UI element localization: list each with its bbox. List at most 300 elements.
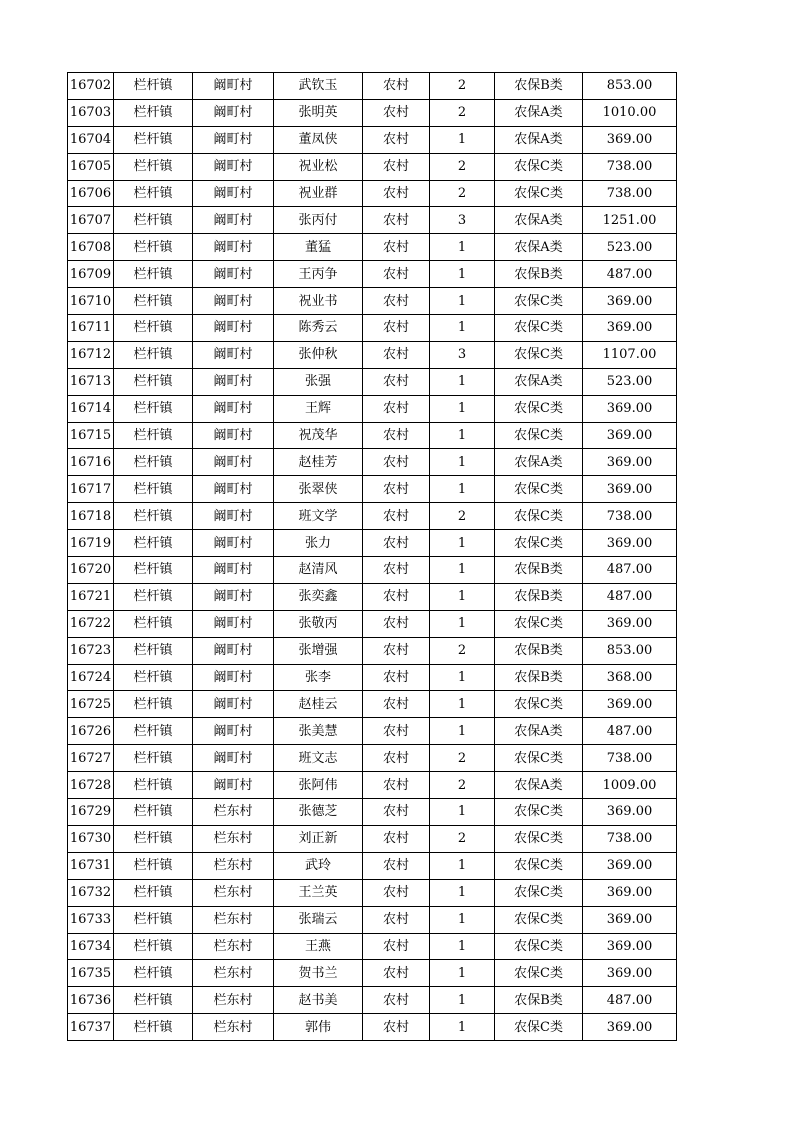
household-count-cell: 2	[430, 99, 495, 126]
table-row	[68, 825, 677, 852]
insurance-category-cell: 农保C类	[495, 180, 583, 207]
person-name-cell: 张德芝	[274, 799, 363, 826]
record-number-cell: 16730	[68, 825, 114, 852]
town-cell: 栏杆镇	[114, 449, 193, 476]
residence-type-cell: 农村	[363, 906, 430, 933]
town-cell: 栏杆镇	[114, 73, 193, 100]
table-row	[68, 1014, 677, 1041]
amount-cell: 369.00	[583, 799, 677, 826]
amount-cell: 487.00	[583, 557, 677, 584]
insurance-category-cell: 农保C类	[495, 288, 583, 315]
household-count-cell: 2	[430, 73, 495, 100]
village-cell: 阚町村	[193, 745, 274, 772]
town-cell: 栏杆镇	[114, 288, 193, 315]
village-cell: 栏东村	[193, 1014, 274, 1041]
household-count-cell: 1	[430, 799, 495, 826]
household-count-cell: 1	[430, 933, 495, 960]
household-count-cell: 1	[430, 449, 495, 476]
village-cell: 栏东村	[193, 933, 274, 960]
table-row	[68, 449, 677, 476]
insurance-category-cell: 农保C类	[495, 315, 583, 342]
record-number-cell: 16725	[68, 691, 114, 718]
town-cell: 栏杆镇	[114, 637, 193, 664]
village-cell: 阚町村	[193, 315, 274, 342]
table-body	[68, 73, 677, 1041]
household-count-cell: 1	[430, 664, 495, 691]
person-name-cell: 赵书美	[274, 987, 363, 1014]
amount-cell: 738.00	[583, 153, 677, 180]
table-row	[68, 368, 677, 395]
amount-cell: 369.00	[583, 852, 677, 879]
town-cell: 栏杆镇	[114, 315, 193, 342]
household-count-cell: 1	[430, 691, 495, 718]
record-number-cell: 16733	[68, 906, 114, 933]
record-number-cell: 16737	[68, 1014, 114, 1041]
record-number-cell: 16723	[68, 637, 114, 664]
table-row	[68, 315, 677, 342]
village-cell: 阚町村	[193, 610, 274, 637]
person-name-cell: 祝业松	[274, 153, 363, 180]
insurance-category-cell: 农保B类	[495, 73, 583, 100]
table-row	[68, 503, 677, 530]
town-cell: 栏杆镇	[114, 476, 193, 503]
town-cell: 栏杆镇	[114, 718, 193, 745]
table-row	[68, 799, 677, 826]
town-cell: 栏杆镇	[114, 583, 193, 610]
town-cell: 栏杆镇	[114, 691, 193, 718]
person-name-cell: 赵桂芳	[274, 449, 363, 476]
village-cell: 阚町村	[193, 368, 274, 395]
person-name-cell: 王辉	[274, 395, 363, 422]
record-number-cell: 16711	[68, 315, 114, 342]
residence-type-cell: 农村	[363, 261, 430, 288]
household-count-cell: 1	[430, 879, 495, 906]
town-cell: 栏杆镇	[114, 1014, 193, 1041]
table-row	[68, 718, 677, 745]
table-row	[68, 906, 677, 933]
village-cell: 阚町村	[193, 503, 274, 530]
record-number-cell: 16712	[68, 341, 114, 368]
amount-cell: 738.00	[583, 825, 677, 852]
household-count-cell: 2	[430, 153, 495, 180]
village-cell: 栏东村	[193, 987, 274, 1014]
person-name-cell: 班文学	[274, 503, 363, 530]
person-name-cell: 张阿伟	[274, 772, 363, 799]
table-row	[68, 852, 677, 879]
amount-cell: 1010.00	[583, 99, 677, 126]
residence-type-cell: 农村	[363, 1014, 430, 1041]
record-number-cell: 16732	[68, 879, 114, 906]
residence-type-cell: 农村	[363, 476, 430, 503]
residence-type-cell: 农村	[363, 879, 430, 906]
household-count-cell: 2	[430, 745, 495, 772]
town-cell: 栏杆镇	[114, 368, 193, 395]
table-row	[68, 772, 677, 799]
residence-type-cell: 农村	[363, 718, 430, 745]
village-cell: 栏东村	[193, 852, 274, 879]
residence-type-cell: 农村	[363, 583, 430, 610]
insurance-category-cell: 农保A类	[495, 368, 583, 395]
village-cell: 阚町村	[193, 234, 274, 261]
amount-cell: 369.00	[583, 422, 677, 449]
residence-type-cell: 农村	[363, 664, 430, 691]
residence-type-cell: 农村	[363, 852, 430, 879]
insurance-category-cell: 农保C类	[495, 1014, 583, 1041]
town-cell: 栏杆镇	[114, 126, 193, 153]
table-row	[68, 637, 677, 664]
village-cell: 栏东村	[193, 879, 274, 906]
person-name-cell: 王丙争	[274, 261, 363, 288]
amount-cell: 369.00	[583, 1014, 677, 1041]
amount-cell: 369.00	[583, 691, 677, 718]
village-cell: 阚町村	[193, 395, 274, 422]
household-count-cell: 1	[430, 852, 495, 879]
household-count-cell: 1	[430, 476, 495, 503]
residence-type-cell: 农村	[363, 73, 430, 100]
insurance-category-cell: 农保C类	[495, 395, 583, 422]
amount-cell: 369.00	[583, 960, 677, 987]
table-row	[68, 395, 677, 422]
insurance-category-cell: 农保C类	[495, 933, 583, 960]
residence-type-cell: 农村	[363, 610, 430, 637]
insurance-category-cell: 农保B类	[495, 637, 583, 664]
record-number-cell: 16702	[68, 73, 114, 100]
record-number-cell: 16728	[68, 772, 114, 799]
table-row	[68, 583, 677, 610]
residence-type-cell: 农村	[363, 341, 430, 368]
record-number-cell: 16731	[68, 852, 114, 879]
household-count-cell: 1	[430, 530, 495, 557]
insurance-category-cell: 农保B类	[495, 664, 583, 691]
record-number-cell: 16722	[68, 610, 114, 637]
residence-type-cell: 农村	[363, 368, 430, 395]
town-cell: 栏杆镇	[114, 503, 193, 530]
village-cell: 阚町村	[193, 583, 274, 610]
village-cell: 阚町村	[193, 261, 274, 288]
village-cell: 阚町村	[193, 153, 274, 180]
table-row	[68, 879, 677, 906]
amount-cell: 369.00	[583, 476, 677, 503]
household-count-cell: 2	[430, 772, 495, 799]
town-cell: 栏杆镇	[114, 261, 193, 288]
town-cell: 栏杆镇	[114, 825, 193, 852]
record-number-cell: 16716	[68, 449, 114, 476]
insurance-category-cell: 农保B类	[495, 557, 583, 584]
table-row	[68, 557, 677, 584]
table-row	[68, 987, 677, 1014]
village-cell: 阚町村	[193, 691, 274, 718]
household-count-cell: 1	[430, 610, 495, 637]
household-count-cell: 1	[430, 315, 495, 342]
insurance-category-cell: 农保A类	[495, 99, 583, 126]
record-number-cell: 16727	[68, 745, 114, 772]
table-row	[68, 960, 677, 987]
residence-type-cell: 农村	[363, 772, 430, 799]
person-name-cell: 张增强	[274, 637, 363, 664]
person-name-cell: 王兰英	[274, 879, 363, 906]
person-name-cell: 张翠侠	[274, 476, 363, 503]
person-name-cell: 祝业书	[274, 288, 363, 315]
town-cell: 栏杆镇	[114, 557, 193, 584]
table-row	[68, 234, 677, 261]
amount-cell: 369.00	[583, 315, 677, 342]
table-row	[68, 126, 677, 153]
insurance-category-cell: 农保A类	[495, 718, 583, 745]
record-number-cell: 16703	[68, 99, 114, 126]
table-row	[68, 530, 677, 557]
insurance-category-cell: 农保A类	[495, 126, 583, 153]
insurance-category-cell: 农保C类	[495, 530, 583, 557]
amount-cell: 738.00	[583, 503, 677, 530]
village-cell: 阚町村	[193, 126, 274, 153]
person-name-cell: 张敬丙	[274, 610, 363, 637]
household-count-cell: 1	[430, 718, 495, 745]
household-count-cell: 2	[430, 503, 495, 530]
relief-roster-table	[67, 72, 677, 1041]
table-row	[68, 341, 677, 368]
village-cell: 阚町村	[193, 476, 274, 503]
residence-type-cell: 农村	[363, 637, 430, 664]
village-cell: 阚町村	[193, 449, 274, 476]
record-number-cell: 16709	[68, 261, 114, 288]
town-cell: 栏杆镇	[114, 180, 193, 207]
town-cell: 栏杆镇	[114, 99, 193, 126]
record-number-cell: 16714	[68, 395, 114, 422]
village-cell: 栏东村	[193, 960, 274, 987]
household-count-cell: 1	[430, 557, 495, 584]
residence-type-cell: 农村	[363, 449, 430, 476]
residence-type-cell: 农村	[363, 422, 430, 449]
household-count-cell: 1	[430, 422, 495, 449]
record-number-cell: 16720	[68, 557, 114, 584]
insurance-category-cell: 农保A类	[495, 207, 583, 234]
household-count-cell: 1	[430, 288, 495, 315]
person-name-cell: 刘正新	[274, 825, 363, 852]
village-cell: 阚町村	[193, 637, 274, 664]
insurance-category-cell: 农保B类	[495, 261, 583, 288]
residence-type-cell: 农村	[363, 234, 430, 261]
village-cell: 阚町村	[193, 664, 274, 691]
record-number-cell: 16736	[68, 987, 114, 1014]
record-number-cell: 16704	[68, 126, 114, 153]
table-row	[68, 691, 677, 718]
household-count-cell: 1	[430, 960, 495, 987]
person-name-cell: 陈秀云	[274, 315, 363, 342]
person-name-cell: 贺书兰	[274, 960, 363, 987]
insurance-category-cell: 农保C类	[495, 906, 583, 933]
insurance-category-cell: 农保C类	[495, 610, 583, 637]
residence-type-cell: 农村	[363, 799, 430, 826]
person-name-cell: 赵清风	[274, 557, 363, 584]
town-cell: 栏杆镇	[114, 987, 193, 1014]
record-number-cell: 16724	[68, 664, 114, 691]
insurance-category-cell: 农保C类	[495, 852, 583, 879]
residence-type-cell: 农村	[363, 557, 430, 584]
person-name-cell: 郭伟	[274, 1014, 363, 1041]
record-number-cell: 16726	[68, 718, 114, 745]
household-count-cell: 1	[430, 583, 495, 610]
household-count-cell: 1	[430, 906, 495, 933]
insurance-category-cell: 农保C类	[495, 341, 583, 368]
person-name-cell: 班文志	[274, 745, 363, 772]
village-cell: 栏东村	[193, 906, 274, 933]
amount-cell: 368.00	[583, 664, 677, 691]
amount-cell: 487.00	[583, 987, 677, 1014]
residence-type-cell: 农村	[363, 530, 430, 557]
village-cell: 阚町村	[193, 422, 274, 449]
village-cell: 阚町村	[193, 772, 274, 799]
village-cell: 阚町村	[193, 207, 274, 234]
amount-cell: 369.00	[583, 933, 677, 960]
insurance-category-cell: 农保A类	[495, 234, 583, 261]
table-row	[68, 745, 677, 772]
insurance-category-cell: 农保C类	[495, 799, 583, 826]
person-name-cell: 张瑞云	[274, 906, 363, 933]
town-cell: 栏杆镇	[114, 933, 193, 960]
table-row	[68, 99, 677, 126]
person-name-cell: 祝茂华	[274, 422, 363, 449]
amount-cell: 523.00	[583, 368, 677, 395]
household-count-cell: 3	[430, 341, 495, 368]
residence-type-cell: 农村	[363, 503, 430, 530]
insurance-category-cell: 农保B类	[495, 583, 583, 610]
town-cell: 栏杆镇	[114, 879, 193, 906]
town-cell: 栏杆镇	[114, 745, 193, 772]
residence-type-cell: 农村	[363, 153, 430, 180]
person-name-cell: 赵桂云	[274, 691, 363, 718]
person-name-cell: 张强	[274, 368, 363, 395]
person-name-cell: 董凤侠	[274, 126, 363, 153]
amount-cell: 738.00	[583, 180, 677, 207]
household-count-cell: 1	[430, 395, 495, 422]
insurance-category-cell: 农保A类	[495, 449, 583, 476]
table-row	[68, 73, 677, 100]
household-count-cell: 1	[430, 234, 495, 261]
person-name-cell: 张美慧	[274, 718, 363, 745]
village-cell: 阚町村	[193, 557, 274, 584]
person-name-cell: 张仲秋	[274, 341, 363, 368]
person-name-cell: 张丙付	[274, 207, 363, 234]
town-cell: 栏杆镇	[114, 960, 193, 987]
person-name-cell: 张明英	[274, 99, 363, 126]
record-number-cell: 16729	[68, 799, 114, 826]
residence-type-cell: 农村	[363, 99, 430, 126]
insurance-category-cell: 农保C类	[495, 825, 583, 852]
town-cell: 栏杆镇	[114, 341, 193, 368]
person-name-cell: 武玲	[274, 852, 363, 879]
record-number-cell: 16708	[68, 234, 114, 261]
village-cell: 栏东村	[193, 825, 274, 852]
insurance-category-cell: 农保C类	[495, 960, 583, 987]
amount-cell: 738.00	[583, 745, 677, 772]
amount-cell: 1009.00	[583, 772, 677, 799]
insurance-category-cell: 农保C类	[495, 503, 583, 530]
person-name-cell: 张力	[274, 530, 363, 557]
table-row	[68, 288, 677, 315]
residence-type-cell: 农村	[363, 395, 430, 422]
town-cell: 栏杆镇	[114, 234, 193, 261]
person-name-cell: 祝业群	[274, 180, 363, 207]
amount-cell: 487.00	[583, 718, 677, 745]
amount-cell: 853.00	[583, 637, 677, 664]
town-cell: 栏杆镇	[114, 906, 193, 933]
village-cell: 阚町村	[193, 288, 274, 315]
residence-type-cell: 农村	[363, 180, 430, 207]
insurance-category-cell: 农保C类	[495, 745, 583, 772]
residence-type-cell: 农村	[363, 126, 430, 153]
residence-type-cell: 农村	[363, 745, 430, 772]
town-cell: 栏杆镇	[114, 799, 193, 826]
town-cell: 栏杆镇	[114, 153, 193, 180]
amount-cell: 369.00	[583, 610, 677, 637]
table-row	[68, 207, 677, 234]
town-cell: 栏杆镇	[114, 207, 193, 234]
table-row	[68, 933, 677, 960]
amount-cell: 369.00	[583, 879, 677, 906]
table-row	[68, 261, 677, 288]
amount-cell: 369.00	[583, 126, 677, 153]
village-cell: 阚町村	[193, 73, 274, 100]
record-number-cell: 16715	[68, 422, 114, 449]
amount-cell: 369.00	[583, 530, 677, 557]
village-cell: 阚町村	[193, 341, 274, 368]
residence-type-cell: 农村	[363, 207, 430, 234]
insurance-category-cell: 农保C类	[495, 879, 583, 906]
household-count-cell: 1	[430, 126, 495, 153]
residence-type-cell: 农村	[363, 933, 430, 960]
village-cell: 阚町村	[193, 180, 274, 207]
amount-cell: 523.00	[583, 234, 677, 261]
residence-type-cell: 农村	[363, 691, 430, 718]
table-row	[68, 180, 677, 207]
record-number-cell: 16719	[68, 530, 114, 557]
insurance-category-cell: 农保C类	[495, 691, 583, 718]
village-cell: 阚町村	[193, 530, 274, 557]
amount-cell: 369.00	[583, 395, 677, 422]
residence-type-cell: 农村	[363, 960, 430, 987]
person-name-cell: 董猛	[274, 234, 363, 261]
household-count-cell: 1	[430, 261, 495, 288]
town-cell: 栏杆镇	[114, 664, 193, 691]
amount-cell: 369.00	[583, 906, 677, 933]
village-cell: 阚町村	[193, 99, 274, 126]
residence-type-cell: 农村	[363, 315, 430, 342]
table-row	[68, 610, 677, 637]
table-row	[68, 153, 677, 180]
record-number-cell: 16707	[68, 207, 114, 234]
town-cell: 栏杆镇	[114, 772, 193, 799]
household-count-cell: 1	[430, 987, 495, 1014]
person-name-cell: 王燕	[274, 933, 363, 960]
person-name-cell: 张李	[274, 664, 363, 691]
household-count-cell: 2	[430, 180, 495, 207]
insurance-category-cell: 农保B类	[495, 987, 583, 1014]
amount-cell: 853.00	[583, 73, 677, 100]
table-row	[68, 664, 677, 691]
insurance-category-cell: 农保A类	[495, 772, 583, 799]
residence-type-cell: 农村	[363, 288, 430, 315]
household-count-cell: 2	[430, 825, 495, 852]
household-count-cell: 2	[430, 637, 495, 664]
person-name-cell: 张奕鑫	[274, 583, 363, 610]
record-number-cell: 16713	[68, 368, 114, 395]
household-count-cell: 3	[430, 207, 495, 234]
record-number-cell: 16717	[68, 476, 114, 503]
record-number-cell: 16721	[68, 583, 114, 610]
amount-cell: 487.00	[583, 583, 677, 610]
household-count-cell: 1	[430, 1014, 495, 1041]
village-cell: 阚町村	[193, 718, 274, 745]
